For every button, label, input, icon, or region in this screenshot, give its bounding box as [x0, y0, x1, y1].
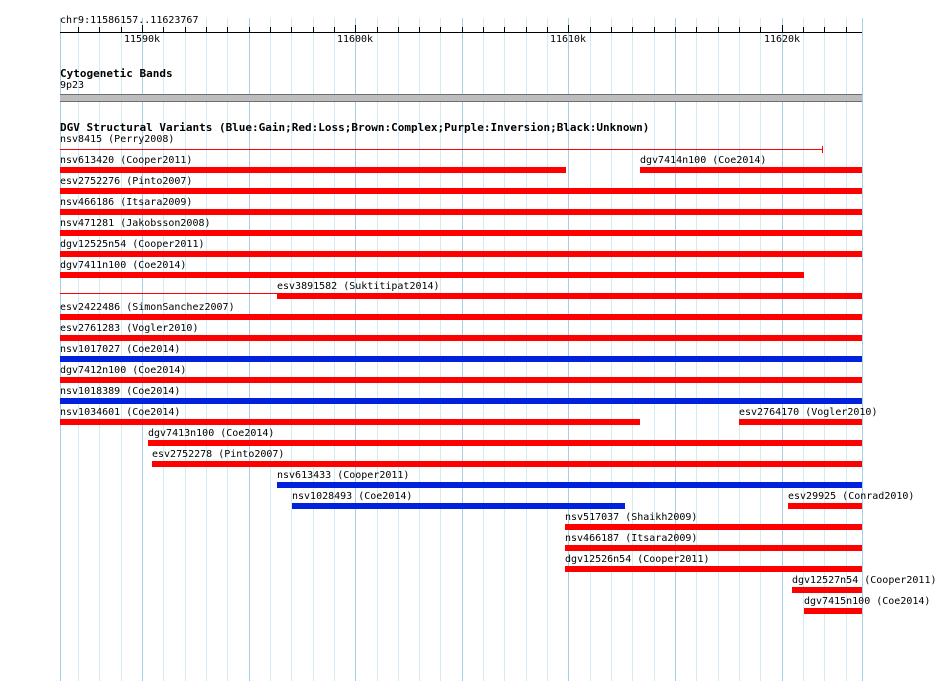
variant-label[interactable]: nsv1028493 (Coe2014): [292, 491, 413, 502]
ruler-minor-tick: [654, 27, 655, 33]
variant-bar[interactable]: [565, 524, 862, 530]
variant-connector-line: [60, 293, 277, 294]
ruler-minor-tick: [206, 27, 207, 33]
ruler-position-label: chr9:11586157..11623767: [60, 15, 199, 26]
variant-bar[interactable]: [788, 503, 862, 509]
variant-label[interactable]: esv3891582 (Suktitipat2014): [277, 281, 440, 292]
variant-bar[interactable]: [277, 482, 862, 488]
ruler-tick-label: 11610k: [549, 34, 587, 45]
variant-label[interactable]: esv2752276 (Pinto2007): [60, 176, 193, 187]
ruler-minor-tick: [440, 27, 441, 33]
variant-label[interactable]: nsv1017027 (Coe2014): [60, 344, 181, 355]
variant-label[interactable]: nsv471281 (Jakobsson2008): [60, 218, 211, 229]
variant-bar[interactable]: [60, 377, 862, 383]
variant-label[interactable]: esv2764170 (Vogler2010): [739, 407, 878, 418]
variant-label[interactable]: dgv12526n54 (Cooper2011): [565, 554, 710, 565]
ruler-tick-label: 11620k: [763, 34, 801, 45]
variant-bar[interactable]: [804, 608, 862, 614]
ruler-minor-tick: [462, 27, 463, 33]
ruler-minor-tick: [547, 27, 548, 33]
ruler-minor-tick: [270, 27, 271, 33]
variant-bar[interactable]: [60, 149, 822, 150]
ruler-minor-tick: [846, 27, 847, 33]
variant-label[interactable]: dgv12525n54 (Cooper2011): [60, 239, 205, 250]
ruler-minor-tick: [803, 27, 804, 33]
variant-bar[interactable]: [60, 209, 862, 215]
ruler-minor-tick: [377, 27, 378, 33]
variant-end-cap: [822, 146, 823, 153]
variant-label[interactable]: nsv1034601 (Coe2014): [60, 407, 181, 418]
variant-bar[interactable]: [565, 566, 862, 572]
ruler-minor-tick: [291, 27, 292, 33]
ruler-minor-tick: [824, 27, 825, 33]
ruler-minor-tick: [696, 27, 697, 33]
ruler-minor-tick: [249, 27, 250, 33]
ruler-minor-tick: [99, 27, 100, 33]
variant-bar[interactable]: [60, 356, 862, 362]
ruler-axis: [60, 32, 862, 33]
variant-label[interactable]: dgv12527n54 (Cooper2011): [792, 575, 937, 586]
ruler-major-tick: [355, 25, 356, 33]
variant-bar[interactable]: [292, 503, 625, 509]
variant-bar[interactable]: [640, 167, 862, 173]
ruler-minor-tick: [419, 27, 420, 33]
ruler-minor-tick: [760, 27, 761, 33]
variant-label[interactable]: nsv613433 (Cooper2011): [277, 470, 410, 481]
ruler-minor-tick: [227, 27, 228, 33]
variant-label[interactable]: dgv7412n100 (Coe2014): [60, 365, 187, 376]
ruler-minor-tick: [483, 27, 484, 33]
cytoband-bar[interactable]: [60, 94, 862, 102]
variant-bar[interactable]: [60, 335, 862, 341]
variant-bar[interactable]: [60, 251, 862, 257]
variant-bar[interactable]: [148, 440, 862, 446]
variant-label[interactable]: nsv466187 (Itsara2009): [565, 533, 698, 544]
cytoband-label[interactable]: 9p23: [60, 80, 85, 91]
variant-label[interactable]: esv2752278 (Pinto2007): [152, 449, 285, 460]
variant-label[interactable]: dgv7411n100 (Coe2014): [60, 260, 187, 271]
variant-bar[interactable]: [565, 545, 862, 551]
ruler-major-tick: [782, 25, 783, 33]
dgv-track-title: DGV Structural Variants (Blue:Gain;Red:Loss;Brown:Complex;Purple:Inversion;Black:Unknown): [60, 121, 650, 134]
ruler-minor-tick: [504, 27, 505, 33]
ruler-minor-tick: [611, 27, 612, 33]
ruler-minor-tick: [163, 27, 164, 33]
variant-label[interactable]: nsv613420 (Cooper2011): [60, 155, 193, 166]
variant-label[interactable]: dgv7415n100 (Coe2014): [804, 596, 931, 607]
variant-bar[interactable]: [60, 398, 862, 404]
ruler-minor-tick: [334, 27, 335, 33]
variant-bar[interactable]: [60, 314, 862, 320]
variant-bar[interactable]: [739, 419, 862, 425]
variant-bar[interactable]: [60, 272, 804, 278]
variant-bar[interactable]: [60, 419, 640, 425]
variant-label[interactable]: dgv7413n100 (Coe2014): [148, 428, 275, 439]
ruler-minor-tick: [313, 27, 314, 33]
variant-label[interactable]: esv29925 (Conrad2010): [788, 491, 915, 502]
variant-label[interactable]: esv2761283 (Vogler2010): [60, 323, 199, 334]
ruler-minor-tick: [632, 27, 633, 33]
ruler-tick-label: 11600k: [336, 34, 374, 45]
ruler-minor-tick: [590, 27, 591, 33]
ruler-minor-tick: [718, 27, 719, 33]
variant-label[interactable]: nsv466186 (Itsara2009): [60, 197, 193, 208]
variant-label[interactable]: nsv517037 (Shaikh2009): [565, 512, 698, 523]
ruler-major-tick: [568, 25, 569, 33]
ruler-minor-tick: [526, 27, 527, 33]
ruler-minor-tick: [78, 27, 79, 33]
ruler-minor-tick: [675, 27, 676, 33]
ruler-tick-label: 11590k: [123, 34, 161, 45]
variant-label[interactable]: esv2422486 (SimonSanchez2007): [60, 302, 235, 313]
variant-bar[interactable]: [277, 293, 862, 299]
ruler-minor-tick: [185, 27, 186, 33]
variant-label[interactable]: nsv8415 (Perry2008): [60, 134, 175, 145]
variant-bar[interactable]: [60, 188, 862, 194]
ruler-minor-tick: [121, 27, 122, 33]
variant-bar[interactable]: [60, 230, 862, 236]
variant-label[interactable]: nsv1018389 (Coe2014): [60, 386, 181, 397]
variant-bar[interactable]: [60, 167, 566, 173]
ruler-minor-tick: [398, 27, 399, 33]
variant-label[interactable]: dgv7414n100 (Coe2014): [640, 155, 767, 166]
ruler-minor-tick: [739, 27, 740, 33]
variant-bar[interactable]: [792, 587, 862, 593]
variant-bar[interactable]: [152, 461, 862, 467]
cytoband-track-title: Cytogenetic Bands: [60, 67, 173, 80]
